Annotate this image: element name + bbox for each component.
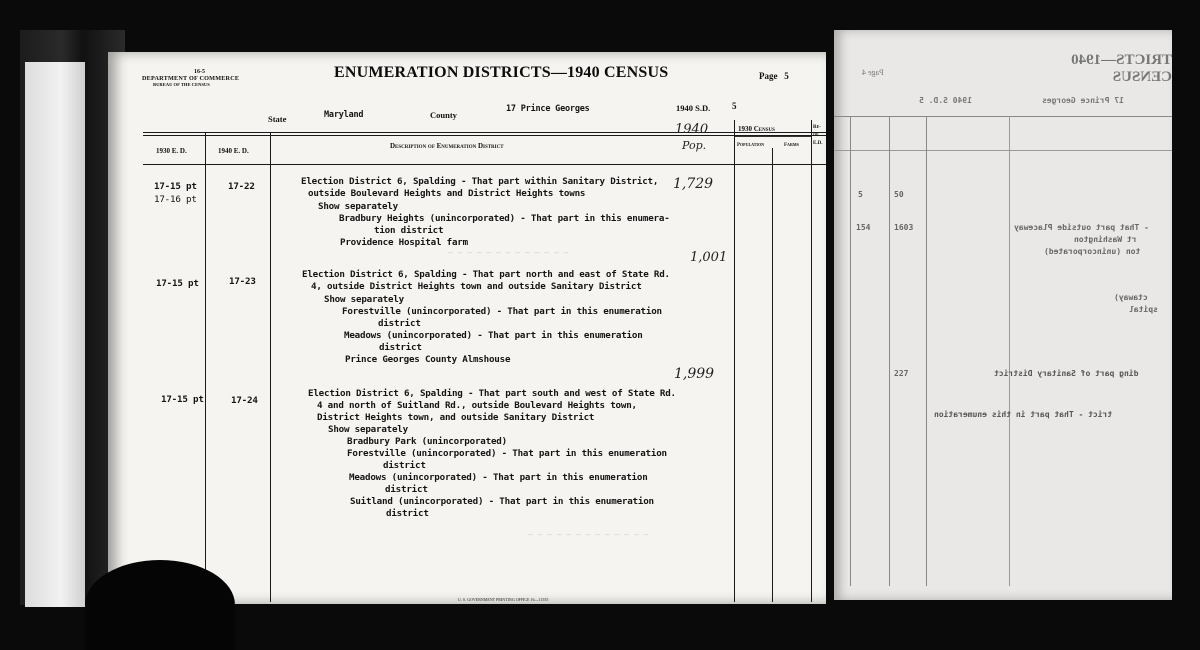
county-value: 17 Prince Georges — [506, 104, 590, 114]
ed1930-value: 17-15 pt — [161, 394, 204, 405]
description-line: district — [385, 484, 428, 495]
description-line: Show separately — [324, 294, 404, 305]
state-value: Maryland — [324, 110, 364, 120]
page-edge — [25, 62, 85, 607]
bleed-through-text: — — — — — — — — — — — — — — [528, 530, 649, 539]
description-line: Bradbury Heights (unincorporated) - That part in this enumera- — [339, 213, 670, 224]
ed1940-value: 17-22 — [228, 181, 255, 192]
facing-county: 17 Prince Georges — [1042, 96, 1124, 105]
col-header-1930-census: 1930 Census — [738, 125, 775, 133]
ed1930-value: 17-16 pt — [154, 194, 197, 205]
description-line: outside Boulevard Heights and District Heights towns — [308, 188, 586, 199]
facing-line: ctaway) — [1114, 293, 1148, 302]
ed1940-value: 17-23 — [229, 276, 256, 287]
description-line: 4 and north of Suitland Rd., outside Boulevard Heights town, — [317, 400, 637, 411]
facing-line: spital — [1129, 305, 1158, 314]
facing-line: trict - That part in this enumeration — [934, 410, 1113, 419]
handwritten-1940-label: 1940 — [675, 122, 709, 137]
description-line: Prince Georges County Almshouse — [345, 354, 511, 365]
facing-line: ding part of Sanitary District — [994, 369, 1139, 378]
description-line: Election District 6, Spalding - That part south and west of State Rd. — [308, 388, 676, 399]
description-line: Election District 6, Spalding - That part north and east of State Rd. — [302, 269, 670, 280]
col-header-farms: Farms — [784, 143, 799, 148]
county-label: County — [430, 110, 457, 120]
description-line: Meadows (unincorporated) - That part in this enumeration — [344, 330, 643, 341]
description-line: Bradbury Park (unincorporated) — [347, 436, 507, 447]
description-line: Election District 6, Spalding - That part within Sanitary District, — [301, 176, 659, 187]
facing-page — [834, 30, 1172, 600]
bureau-label: BUREAU OF THE CENSUS — [153, 82, 210, 87]
description-line: tion district — [374, 225, 444, 236]
handwritten-pop-17-23: 1,001 — [690, 250, 728, 265]
form-number: 16-5 — [194, 69, 205, 75]
ed1940-value: 17-24 — [231, 395, 258, 406]
sd-label: 1940 S.D. — [676, 103, 711, 113]
description-line: Forestville (unincorporated) - That part in this enumeration — [342, 306, 662, 317]
description-line: Providence Hospital farm — [340, 237, 468, 248]
facing-value: 50 — [894, 190, 904, 199]
col-header-1940-ed: 1940 E. D. — [218, 147, 249, 155]
census-form-page — [108, 52, 826, 604]
facing-page-title: TRICTS—1940 CENSUS — [1071, 52, 1172, 85]
description-line: district — [378, 318, 421, 329]
description-line: district — [383, 460, 426, 471]
page-title: ENUMERATION DISTRICTS—1940 CENSUS — [334, 64, 669, 81]
facing-value: 154 — [856, 223, 871, 232]
facing-line: - That part outside Placeway — [1014, 223, 1149, 232]
handwritten-pop-label: Pop. — [682, 139, 707, 152]
facing-value: 1603 — [894, 223, 914, 232]
description-line: district — [386, 508, 429, 519]
facing-page-number: Page 4 — [862, 68, 884, 77]
description-line: Forestville (unincorporated) - That part in this enumeration — [347, 448, 667, 459]
col-header-remarks: Re- of E.D. — [813, 125, 823, 146]
description-line: Show separately — [328, 424, 408, 435]
col-header-population: Population — [737, 143, 764, 148]
thumb-shadow — [85, 560, 235, 650]
description-line: Suitland (unincorporated) - That part in this enumeration — [350, 496, 654, 507]
facing-value: 227 — [894, 369, 909, 378]
handwritten-pop-17-22: 1,729 — [673, 176, 714, 192]
handwritten-pop-17-24: 1,999 — [674, 366, 715, 382]
bleed-through-text: — — — — — — — — — — — — — — [448, 248, 569, 257]
ed1930-value: 17-15 pt — [154, 181, 197, 192]
printing-office-footer: U. S. GOVERNMENT PRINTING OFFICE 16—11555 — [458, 597, 549, 602]
sd-value: 5 — [732, 101, 737, 111]
description-line: 4, outside District Heights town and outside Sanitary District — [311, 281, 642, 292]
ed1930-value: 17-15 pt — [156, 278, 199, 289]
col-header-1930-ed: 1930 E. D. — [156, 147, 187, 155]
facing-value: 5 — [858, 190, 863, 199]
description-line: Meadows (unincorporated) - That part in this enumeration — [349, 472, 648, 483]
department-label: DEPARTMENT OF COMMERCE — [142, 75, 240, 82]
facing-sd: 1940 S.D. 5 — [919, 96, 972, 105]
page-number: Page 5 — [759, 71, 789, 81]
description-line: District Heights town, and outside Sanitary District — [317, 412, 595, 423]
state-label: State — [268, 114, 287, 124]
description-line: district — [379, 342, 422, 353]
description-line: Show separately — [318, 201, 398, 212]
col-header-description: Description of Enumeration District — [390, 142, 504, 150]
facing-line: rt Washington — [1074, 235, 1137, 244]
facing-line: ton (unincorporated) — [1044, 247, 1141, 256]
